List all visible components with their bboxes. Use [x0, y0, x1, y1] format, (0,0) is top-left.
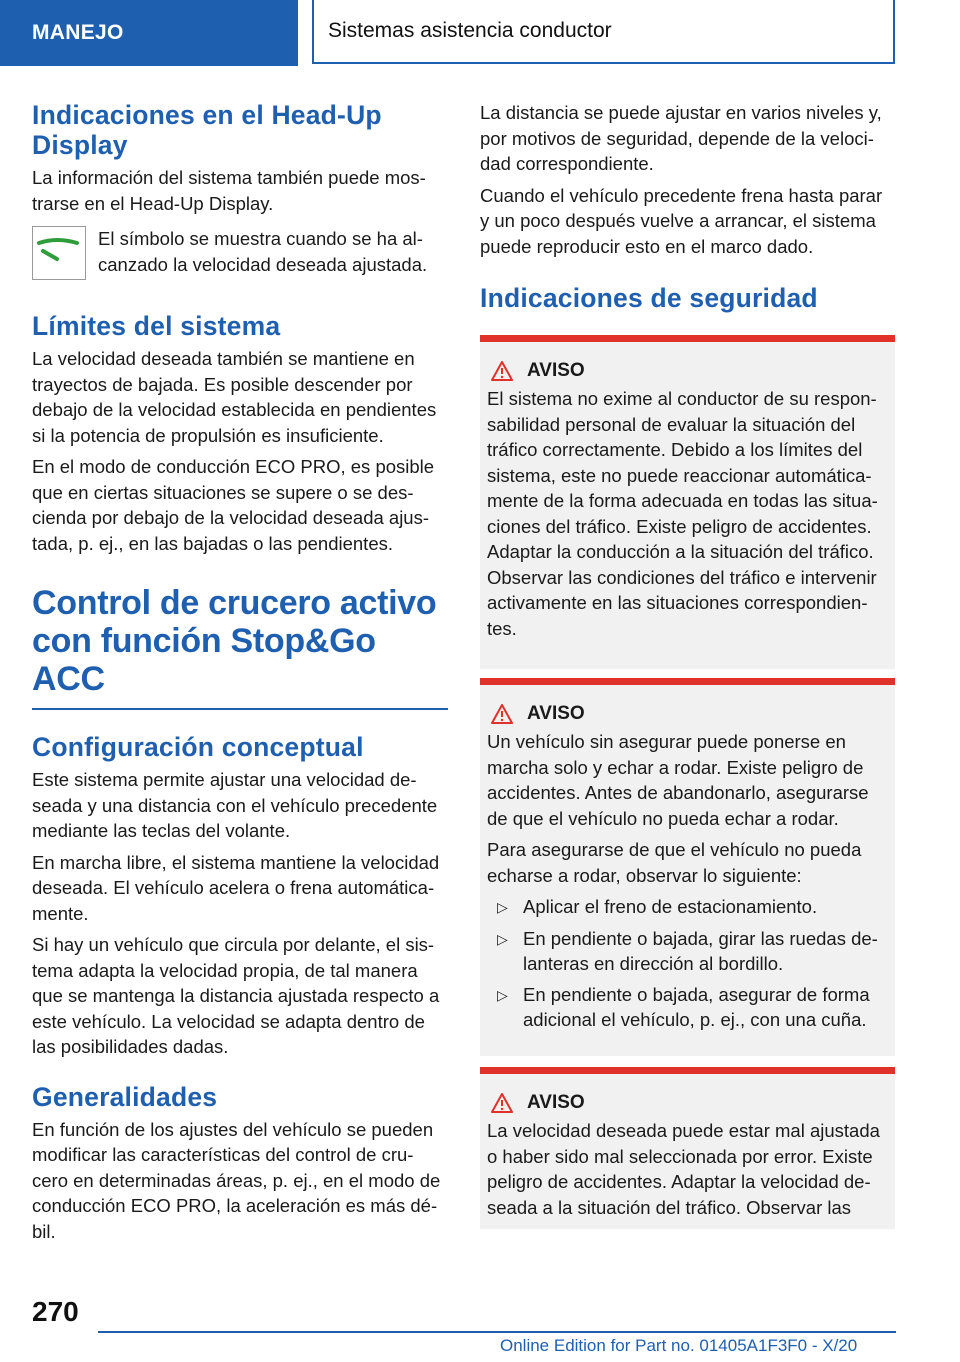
- heading-hud: Indicaciones en el Head-Up Display: [32, 100, 382, 160]
- list-item-text: En pendiente o bajada, girar las ruedas de-lanteras en dirección al bordillo.: [523, 927, 878, 974]
- icon-note: [32, 226, 448, 283]
- warning-title: AVISO: [527, 1092, 585, 1113]
- paragraph-distance-2: Cuando el vehículo precedente frena hasta parar y un poco después vuelve a arrancar, el sistema puede reproducir esto en el marco dado.: [480, 184, 883, 257]
- paragraph-distance-1: La distancia se puede ajustar en varios niveles y, por motivos de seguridad, depende de la veloci-dad correspondiente.: [480, 102, 882, 174]
- warning-header: [487, 1092, 887, 1114]
- footer-divider: [98, 1331, 896, 1333]
- precaution-list: [487, 894, 887, 1033]
- warning-text-1: Un vehículo sin asegurar puede ponerse en marcha solo y echar a rodar. Existe peligro de accidentes. Antes de abandonarlo, asegurarse de que el vehículo no pueda echar a rodar.: [487, 731, 869, 829]
- triangle-bullet-icon: ▷: [497, 930, 508, 947]
- warning-box-1: [480, 335, 895, 669]
- heading-main: Control de crucero activo con función Stop&Go ACC: [32, 584, 448, 710]
- paragraph-general: En función de los ajustes del vehículo se pueden modificar las características del control de cru-cero en determinadas áreas, p. ej., en el modo de conducción ECO PRO, la aceleración es más dé-bil.: [32, 1118, 441, 1242]
- list-item-text: En pendiente o bajada, asegurar de forma adicional el vehículo, p. ej., con una cuña.: [523, 983, 870, 1030]
- list-item: [487, 926, 887, 977]
- heading-safety: Indicaciones de seguridad: [480, 283, 818, 313]
- paragraph-config-2: En marcha libre, el sistema mantiene la velocidad deseada. El vehículo acelera o frena automática-mente.: [32, 851, 440, 924]
- heading-general: Generalidades: [32, 1081, 218, 1112]
- header-section-label: MANEJO: [0, 0, 298, 66]
- list-item: [487, 982, 887, 1033]
- warning-triangle-icon: [491, 704, 513, 724]
- triangle-bullet-icon: ▷: [497, 986, 508, 1003]
- warning-triangle-icon: [491, 1093, 513, 1113]
- paragraph-config-3: Si hay un vehículo que circula por delante, el sis-tema adapta la velocidad propia, de tal manera que se mantenga la distancia ajustada respecto a este vehículo. La velocidad se adapta dentro de las posibilidades dadas.: [32, 934, 440, 1057]
- warning-text: La velocidad deseada puede estar mal ajustada o haber sido mal seleccionada por error. Existe peligro de accidentes. Adaptar la velocidad de-seada a la situación del tráfico. Observar las: [487, 1120, 880, 1218]
- page-number: 270: [32, 1296, 79, 1327]
- edition-note: Online Edition for Part no. 01405A1F3F0 - X/20: [500, 1336, 858, 1355]
- warning-box-2: [480, 678, 895, 1056]
- paragraph-hud: La información del sistema también puede mos-trarse en el Head-Up Display.: [32, 167, 426, 214]
- paragraph-limits-1: La velocidad deseada también se mantiene en trayectos de bajada. Es posible descender por debajo de la velocidad establecida en pendientes si la potencia de propulsión es insuficiente.: [32, 348, 437, 446]
- right-column: [480, 100, 895, 1229]
- warning-triangle-icon: [491, 361, 513, 381]
- warning-header: [487, 360, 887, 382]
- warning-text: El sistema no exime al conductor de su respon-sabilidad personal de evaluar la situación del tráfico correctamente. Debido a los límites del sistema, este no puede reaccionar automática-mente de la forma adecuada en todas las situa-ciones del tráfico. Existe peligro de accidentes. Adaptar la conducción a la situación del tráfico. Observar las condiciones del tráfico e intervenir activamente en las situaciones correspondien-tes.: [487, 388, 878, 639]
- paragraph-limits-2: En el modo de conducción ECO PRO, es posible que en ciertas situaciones se supere o se des-cienda por debajo de la velocidad deseada ajus-tada, p. ej., en las bajadas o las pendientes.: [32, 456, 435, 554]
- warning-title: AVISO: [527, 703, 585, 724]
- paragraph-config-1: Este sistema permite ajustar una velocidad de-seada y una distancia con el vehículo precedente mediante las teclas del volante.: [32, 769, 438, 841]
- speed-reached-icon: [32, 226, 86, 280]
- heading-limits: Límites del sistema: [32, 311, 281, 341]
- list-item: [487, 894, 887, 921]
- list-item-text: Aplicar el freno de estacionamiento.: [523, 896, 818, 917]
- warning-text-2: Para asegurarse de que el vehículo no pueda echarse a rodar, observar lo siguiente:: [487, 839, 862, 886]
- triangle-bullet-icon: ▷: [497, 899, 508, 915]
- left-column: [32, 100, 448, 1250]
- icon-note-text: El símbolo se muestra cuando se ha al-canzado la velocidad deseada ajustada.: [98, 228, 428, 275]
- warning-title: AVISO: [527, 360, 585, 381]
- heading-config: Configuración conceptual: [32, 732, 364, 762]
- header-topic-label: Sistemas asistencia conductor: [312, 0, 895, 64]
- warning-header: [487, 703, 887, 725]
- warning-box-3: [480, 1067, 895, 1229]
